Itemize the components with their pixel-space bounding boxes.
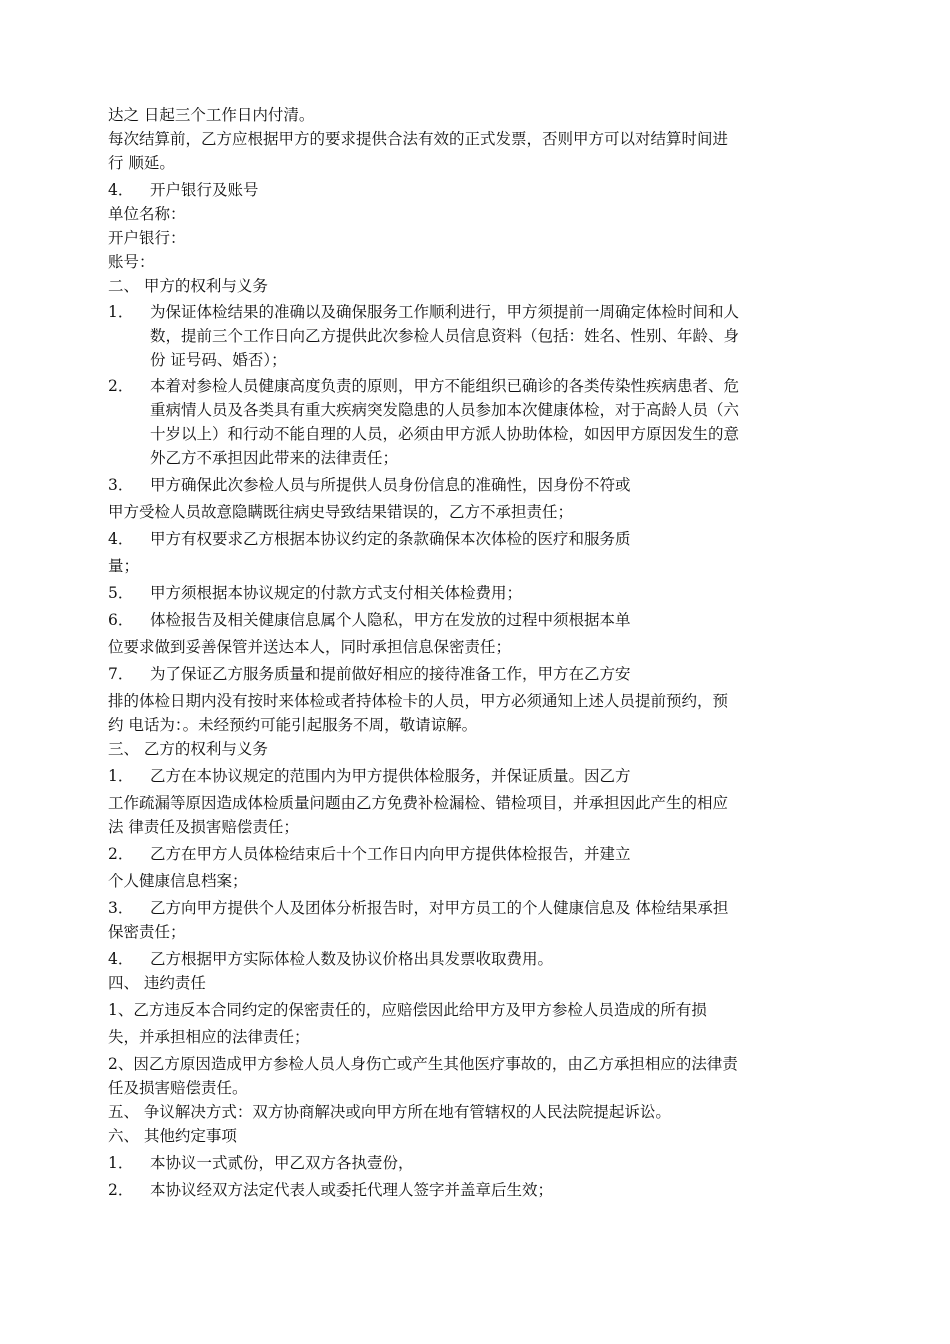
text-line: 为保证体检结果的准确以及确保服务工作顺利进行，甲方须提前一周确定体检时间和人: [150, 303, 740, 321]
text-line: 约 电话为：。未经预约可能引起服务不周，敬请谅解。: [108, 716, 478, 734]
item-number: 2．: [108, 845, 134, 863]
item-number: 4．: [108, 181, 134, 199]
text-line: 位要求做到妥善保管并送达本人，同时承担信息保密责任；: [108, 638, 512, 656]
text-line: 甲方有权要求乙方根据本协议约定的条款确保本次体检的医疗和服务质: [150, 530, 631, 548]
list-item: [108, 896, 848, 920]
list-item: [108, 662, 848, 686]
text-line: 失，并承担相应的法律责任；: [108, 1028, 310, 1046]
list-item: [108, 527, 848, 551]
item-number: 7．: [108, 665, 134, 683]
text-line: 个人健康信息档案；: [108, 872, 248, 890]
item-number: 4．: [108, 950, 134, 968]
text-line: 开户银行及账号: [150, 181, 259, 199]
text-line: 为了保证乙方服务质量和提前做好相应的接待准备工作，甲方在乙方安: [150, 665, 631, 683]
text-line: 任及损害赔偿责任。: [108, 1079, 248, 1097]
list-item: [108, 947, 848, 971]
text-line: 开户银行：: [108, 229, 186, 247]
text-line: 乙方根据甲方实际体检人数及协议价格出具发票收取费用。: [150, 950, 554, 968]
item-number: 2．: [108, 377, 134, 395]
item-number: 1．: [108, 767, 134, 785]
text-line: 单位名称：: [108, 205, 186, 223]
section-heading: 三、 乙方的权利与义务: [108, 740, 268, 758]
text-line: 乙方在甲方人员体检结束后十个工作日内向甲方提供体检报告，并建立: [150, 845, 631, 863]
text-line: 法 律责任及损害赔偿责任；: [108, 818, 299, 836]
text-line: 外乙方不承担因此带来的法律责任；: [150, 449, 399, 467]
list-item: [108, 842, 848, 866]
section-heading: 五、 争议解决方式：双方协商解决或向甲方所在地有管辖权的人民法院提起诉讼。: [108, 1103, 671, 1121]
list-item: [108, 374, 848, 470]
list-item: [108, 581, 848, 605]
section-heading: 四、 违约责任: [108, 974, 206, 992]
list-item: [108, 178, 848, 202]
text-line: 2、因乙方原因造成甲方参检人员人身伤亡或产生其他医疗事故的，由乙方承担相应的法律责: [108, 1055, 738, 1073]
text-line: 乙方在本协议规定的范围内为甲方提供体检服务，并保证质量。因乙方: [150, 767, 631, 785]
section-heading: 二、 甲方的权利与义务: [108, 277, 268, 295]
text-line: 份 证号码、婚否）；: [150, 351, 287, 369]
text-line: 甲方须根据本协议规定的付款方式支付相关体检费用；: [150, 584, 523, 602]
item-number: 4．: [108, 530, 134, 548]
text-line: 每次结算前，乙方应根据甲方的要求提供合法有效的正式发票，否则甲方可以对结算时间进: [108, 130, 729, 148]
list-item: [108, 1178, 848, 1202]
item-number: 3．: [108, 899, 134, 917]
text-line: 本着对参检人员健康高度负责的原则，甲方不能组织已确诊的各类传染性疾病患者、危: [150, 377, 740, 395]
text-line: 十岁以上）和行动不能自理的人员，必须由甲方派人协助体检，如因甲方原因发生的意: [150, 425, 740, 443]
text-line: 工作疏漏等原因造成体检质量问题由乙方免费补检漏检、错检项目，并承担因此产生的相应: [108, 794, 729, 812]
section-heading: 六、 其他约定事项: [108, 1127, 237, 1145]
text-line: 账号：: [108, 253, 155, 271]
list-item: [108, 1151, 848, 1175]
text-line: 排的体检日期内没有按时来体检或者持体检卡的人员，甲方必须通知上述人员提前预约，预: [108, 692, 729, 710]
text-line: 1、乙方违反本合同约定的保密责任的，应赔偿因此给甲方及甲方参检人员造成的所有损: [108, 1001, 707, 1019]
text-line: 行 顺延。: [108, 154, 175, 172]
list-item: [108, 300, 848, 372]
item-number: 6．: [108, 611, 134, 629]
text-line: 本协议一式贰份，甲乙双方各执壹份，: [150, 1154, 414, 1172]
text-line: 达之 日起三个工作日内付清。: [108, 106, 315, 124]
list-item: [108, 764, 848, 788]
item-number: 5．: [108, 584, 134, 602]
text-line: 保密责任；: [108, 923, 186, 941]
item-number: 1．: [108, 1154, 134, 1172]
list-item: [108, 608, 848, 632]
text-line: 甲方受检人员故意隐瞒既往病史导致结果错误的，乙方不承担责任；: [108, 503, 574, 521]
text-line: 重病情人员及各类具有重大疾病突发隐患的人员参加本次健康体检，对于高龄人员（六: [150, 401, 740, 419]
text-line: 数，提前三个工作日向乙方提供此次参检人员信息资料（包括：姓名、性别、年龄、身: [150, 327, 740, 345]
text-line: 甲方确保此次参检人员与所提供人员身份信息的准确性，因身份不符或: [150, 476, 631, 494]
list-item: [108, 473, 848, 497]
text-line: 体检报告及相关健康信息属个人隐私，甲方在发放的过程中须根据本单: [150, 611, 631, 629]
item-number: 1．: [108, 303, 134, 321]
item-number: 2．: [108, 1181, 134, 1199]
text-line: 乙方向甲方提供个人及团体分析报告时，对甲方员工的个人健康信息及 体检结果承担: [150, 899, 729, 917]
contract-page: [108, 103, 848, 1202]
text-line: 量；: [108, 557, 140, 575]
item-number: 3．: [108, 476, 134, 494]
text-line: 本协议经双方法定代表人或委托代理人签字并盖章后生效；: [150, 1181, 554, 1199]
